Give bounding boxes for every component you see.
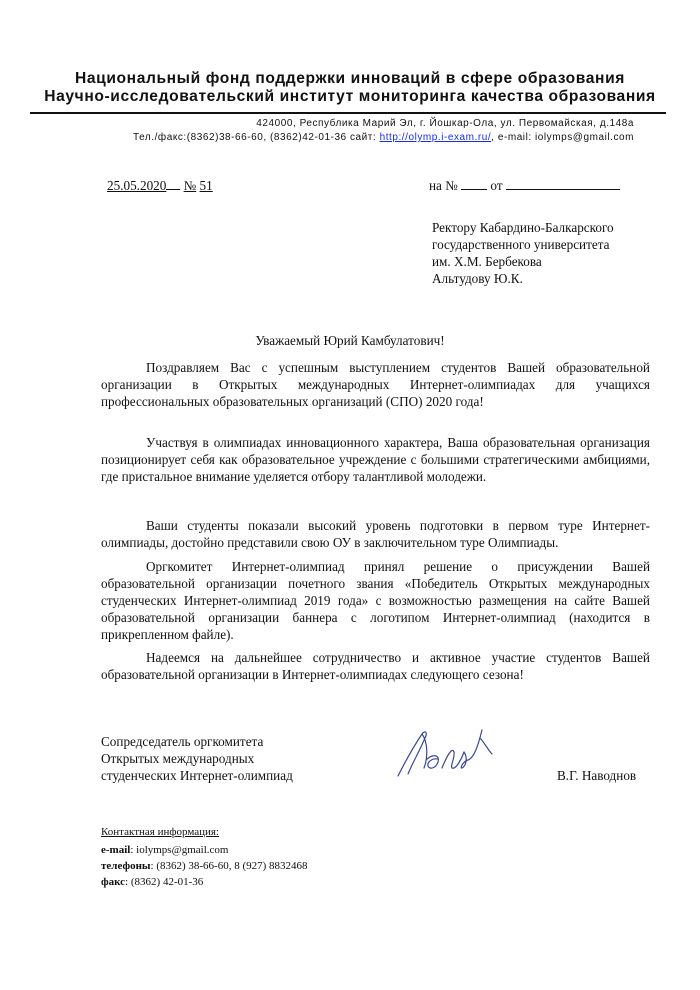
signatory-title-line: студенческих Интернет-олимпиад: [101, 768, 293, 783]
contact-phones-value: : (8362) 38-66-60, 8 (927) 8832468: [150, 860, 308, 872]
contacts-heading: Контактная информация:: [101, 826, 219, 838]
recipient-line: им. Х.М. Бербекова: [432, 254, 542, 269]
contact-email-row: [101, 842, 228, 858]
org-title-line1: Национальный фонд поддержки инноваций в сфере образования: [75, 70, 625, 87]
body-paragraph: Поздравляем Вас с успешным выступлением студентов Вашей образовательной организации в Открытых международных Интернет-олимпиадах для учащихся профессиональных образовательных организаций (СПО) 2020 года!: [101, 360, 650, 409]
signatory-title-line: Открытых международных: [101, 751, 255, 766]
reply-reference: [429, 177, 620, 194]
signatory-title-line: Сопредседатель оргкомитета: [101, 734, 264, 749]
reply-number-blank: [461, 177, 487, 190]
org-contacts-line: [133, 132, 634, 143]
outgoing-reference: [107, 177, 213, 194]
recipient-block: [432, 219, 614, 287]
org-title-line2: Научно-исследовательский институт мониторинга качества образования: [44, 88, 656, 105]
site-link[interactable]: http://olymp.i-exam.ru/: [379, 132, 492, 143]
signatory-title: [101, 733, 293, 784]
contact-fax-row: [101, 874, 203, 890]
salutation: Уважаемый Юрий Камбулатович!: [255, 333, 445, 348]
header-divider: [30, 112, 666, 114]
org-address: 424000, Республика Марий Эл, г. Йошкар-Ола, ул. Первомайская, д.148а: [256, 118, 634, 129]
handwritten-signature: [392, 724, 502, 784]
signatory-name: В.Г. Наводнов: [557, 768, 637, 783]
contact-fax-label: факс: [101, 876, 126, 888]
letter-number: 51: [199, 178, 213, 193]
number-label: №: [183, 178, 197, 193]
contact-phones-label: телефоны: [101, 860, 151, 872]
letter-date: 25.05.2020: [107, 178, 167, 193]
recipient-line: государственного университета: [432, 237, 610, 252]
body-paragraph: Надеемся на дальнейшее сотрудничество и активное участие студентов Вашей образовательной организации в Интернет-олимпиадах следующего сезона!: [101, 650, 650, 682]
reply-number-label: №: [445, 178, 458, 193]
reply-date-blank: [506, 177, 620, 190]
recipient-line: Альтудову Ю.К.: [432, 271, 523, 286]
phone-fax-text: Тел./факс:(8362)38-66-60, (8362)42-01-36 сайт:: [133, 132, 377, 143]
contact-email-value: : iolymps@gmail.com: [130, 844, 229, 856]
body-paragraph: Участвуя в олимпиадах инновационного характера, Ваша образовательная организация позиционирует себя как образовательное учреждение с большими стратегическими амбициями, где пристальное внимание уделяется отбору талантливой молодежи.: [101, 435, 650, 484]
reply-na-label: на: [429, 178, 442, 193]
contact-fax-value: : (8362) 42-01-36: [125, 876, 204, 888]
contact-phones-row: [101, 858, 308, 874]
recipient-line: Ректору Кабардино-Балкарского: [432, 220, 614, 235]
reply-ot-label: от: [490, 178, 503, 193]
body-paragraph: Ваши студенты показали высокий уровень подготовки в первом туре Интернет-олимпиады, достойно представили свою ОУ в заключительном туре Олимпиады.: [101, 518, 650, 550]
contact-email-label: e-mail: [101, 844, 131, 856]
email-prefix: , e-mail:: [491, 132, 532, 143]
header-email: iolymps@gmail.com: [535, 132, 634, 143]
body-paragraph: Оргкомитет Интернет-олимпиад принял решение о присуждении Вашей образовательной организации почетного звания «Победитель Открытых международных студенческих Интернет-олимпиад 2019 года» с возможностью размещения на сайте Вашей образовательной организации баннера с логотипом Интернет-олимпиад (находится в прикрепленном файле).: [101, 559, 650, 642]
